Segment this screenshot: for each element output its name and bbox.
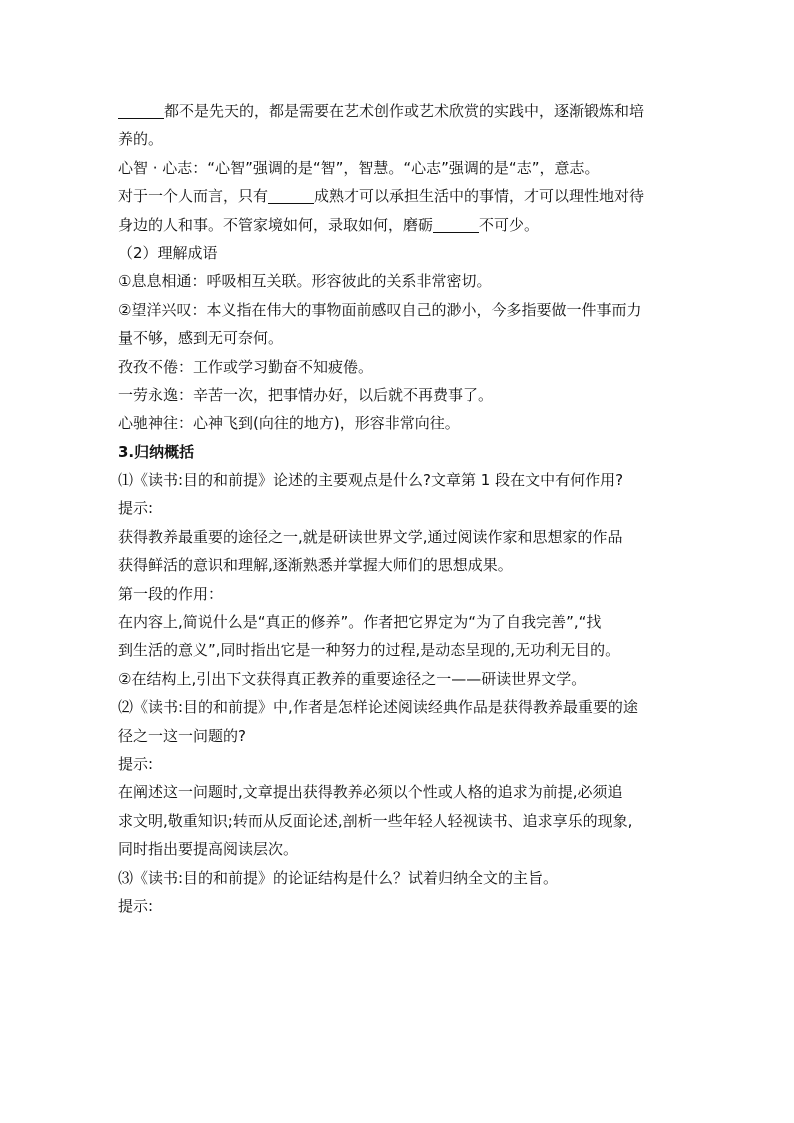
text-run: 第一段的作用： xyxy=(118,584,224,603)
text-run: ⑵《读书:目的和前提》中,作者是怎样论述阅读经典作品是获得教养最重要的途 xyxy=(118,698,638,717)
text-run: ②望洋兴叹：本义指在伟大的事物面前感叹自己的渺小，今多指要做一件事而力 xyxy=(118,300,642,319)
text-run: 量不够，感到无可奈何。 xyxy=(118,329,284,348)
text-run: （2）理解成语 xyxy=(118,243,218,262)
text-run: ⑴《读书:目的和前提》论述的主要观点是什么?文章第 1 段在文中有何作用? xyxy=(118,471,624,490)
text-line xyxy=(118,409,678,437)
text-run: ①息息相通：呼吸相互关联。形容彼此的关系非常密切。 xyxy=(118,272,492,291)
text-run: 同时指出要提高阅读层次。 xyxy=(118,840,299,859)
text-line xyxy=(118,750,678,778)
text-line xyxy=(118,466,678,494)
text-run: 成熟才可以承担生活中的事情，才可以理性地对待 xyxy=(314,187,645,206)
text-line xyxy=(118,125,678,153)
text-line xyxy=(118,296,678,324)
text-run: ⑶《读书:目的和前提》的论证结构是什么？试着归纳全文的主旨。 xyxy=(118,868,559,887)
text-line xyxy=(118,154,678,182)
text-line xyxy=(118,608,678,636)
text-run: 都不是先天的，都是需要在艺术创作或艺术欣赏的实践中，逐渐锻炼和培 xyxy=(164,102,645,120)
text-run: 提示: xyxy=(118,499,154,518)
text-run: 径之一这一问题的? xyxy=(118,726,246,745)
text-line xyxy=(118,239,678,267)
text-run: 在内容上,简说什么是“真正的修养”。作者把它界定为“为了自我完善”,“找 xyxy=(118,613,602,632)
text-run: 提示: xyxy=(118,896,154,915)
text-line xyxy=(118,211,678,239)
text-line xyxy=(118,353,678,381)
text-run: 对于一个人而言，只有 xyxy=(118,187,269,206)
text-run: 不可少。 xyxy=(479,215,540,234)
document-body xyxy=(118,97,678,920)
text-line xyxy=(118,807,678,835)
text-run: 获得鲜活的意识和理解,逐渐熟悉并掌握大师们的思想成果。 xyxy=(118,556,513,575)
text-run: 3.归纳概括 xyxy=(118,442,195,461)
text-run: 到生活的意义”,同时指出它是一种努力的过程,是动态呈现的,无功利无目的。 xyxy=(118,641,621,660)
text-line xyxy=(118,267,678,295)
text-run: 获得教养最重要的途径之一,就是研读世界文学,通过阅读作家和思想家的作品 xyxy=(118,527,623,546)
text-run: 孜孜不倦：工作或学习勤奋不知疲倦。 xyxy=(118,357,374,376)
text-line xyxy=(118,693,678,721)
text-run: ②在结构上,引出下文获得真正教养的重要途径之一——研读世界文学。 xyxy=(118,669,587,688)
fill-in-blank xyxy=(268,185,314,204)
text-line xyxy=(118,494,678,522)
fill-in-blank xyxy=(118,100,164,119)
text-run: 求文明,敬重知识;转而从反面论述,剖析一些年轻人轻视读书、追求享乐的现象, xyxy=(118,811,633,830)
text-run: 一劳永逸：辛苦一次，把事情办好，以后就不再费事了。 xyxy=(118,385,494,404)
text-run: 心智 · 心志：“心智”强调的是“智”，智慧。“心志”强调的是“志”，意志。 xyxy=(118,158,600,177)
text-line xyxy=(118,182,678,210)
text-line xyxy=(118,551,678,579)
text-run: 提示: xyxy=(118,754,154,773)
text-run: 养的。 xyxy=(118,130,164,149)
text-line xyxy=(118,835,678,863)
text-line xyxy=(118,97,678,125)
fill-in-blank xyxy=(433,214,479,233)
text-line xyxy=(118,722,678,750)
text-line xyxy=(118,636,678,664)
section-heading xyxy=(118,438,678,466)
text-line xyxy=(118,381,678,409)
text-line xyxy=(118,324,678,352)
text-line xyxy=(118,778,678,806)
text-line xyxy=(118,665,678,693)
text-line xyxy=(118,892,678,920)
text-run: 身边的人和事。不管家境如何，录取如何，磨砺 xyxy=(118,215,434,234)
text-line xyxy=(118,523,678,551)
text-run: 心驰神往：心神飞到(向往的地方)，形容非常向往。 xyxy=(118,414,460,433)
text-line xyxy=(118,864,678,892)
text-line xyxy=(118,580,678,608)
text-run: 在阐述这一问题时,文章提出获得教养必须以个性或人格的追求为前提,必须追 xyxy=(118,783,623,802)
